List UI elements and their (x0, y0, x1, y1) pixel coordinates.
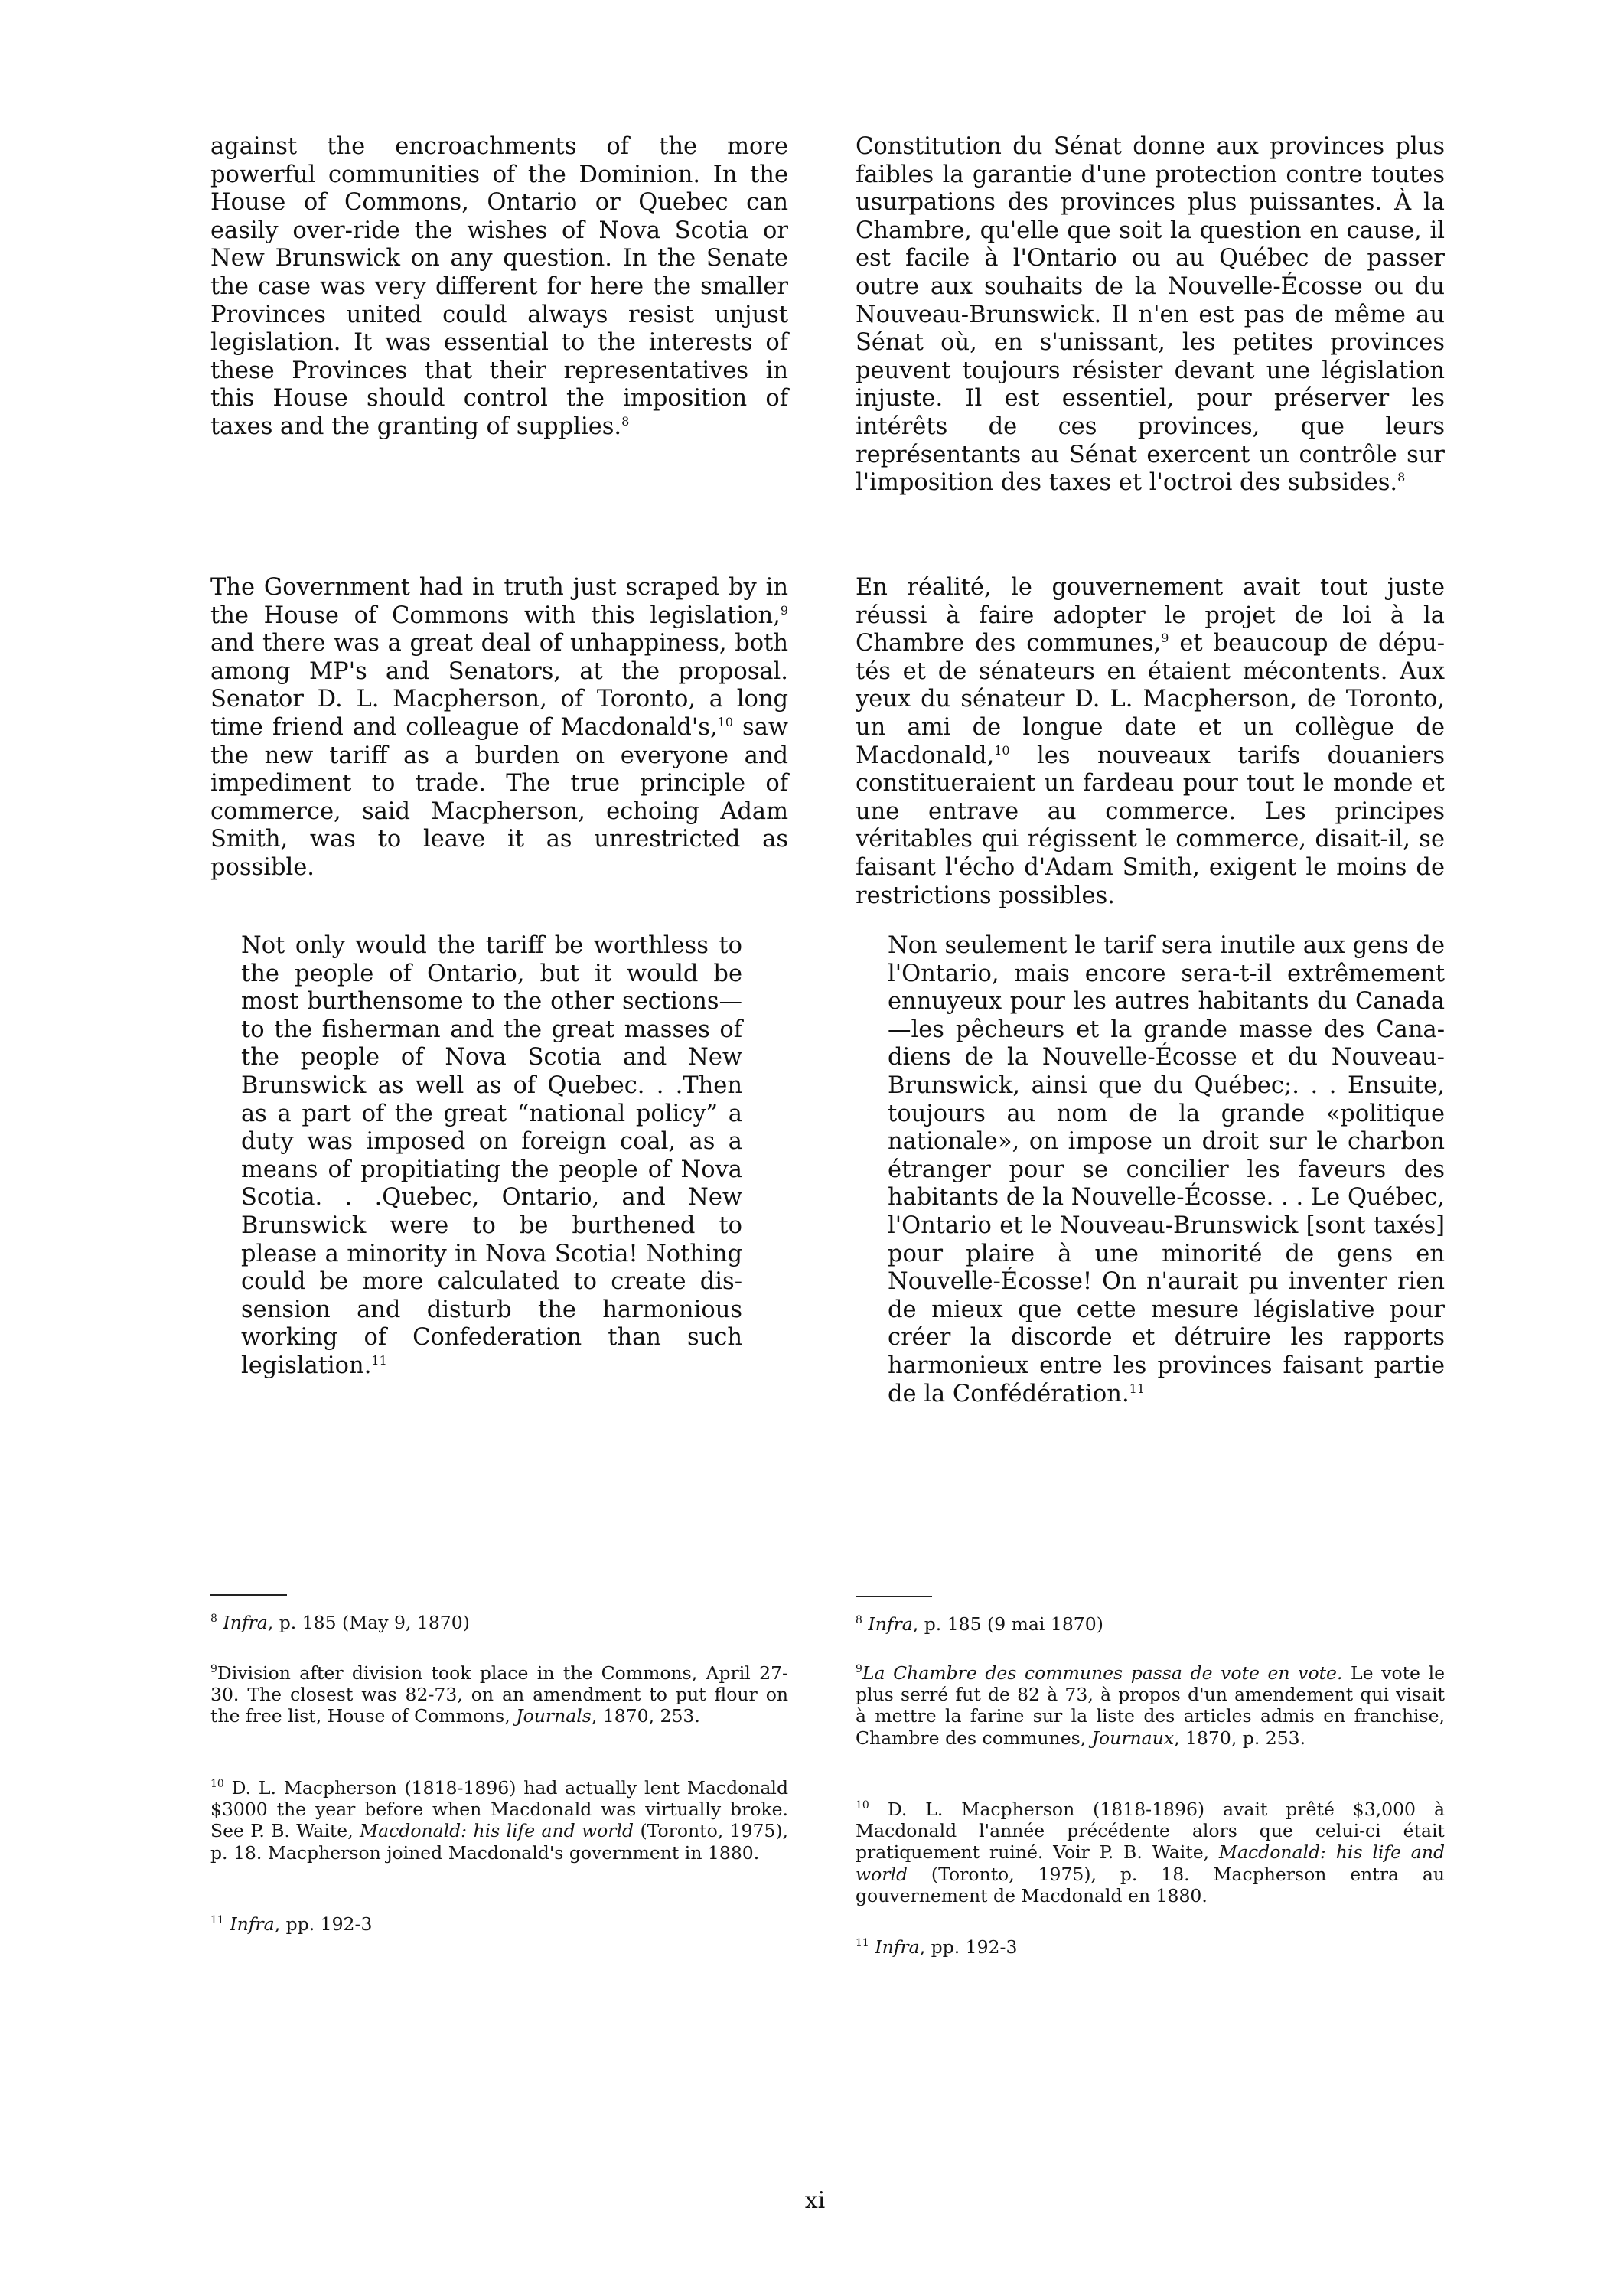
english-footnote-8: $^8$ Infra, p. 185 (May 9, 1870) (210, 1612, 470, 1633)
footnote-ref-10: 10 (717, 714, 734, 729)
footnote-ref-11-fr: 11 (1129, 1381, 1145, 1396)
english-paragraph-1: against the encroachments of the more powerful communities of the Dominion. In the House of Commons, Ontario or Quebec can easily over-ride the wishes of Nova Scotia or New Brunswick on any question. In the Senate the case was very different for here the smaller Provinces united could always resist unjust legislation. It was essential to the interests of these Provinces that their representatives in this House should control the imposition of taxes and the granting of supplies.$^8$ (210, 133, 788, 440)
english-footnote-10: $^{10}$ D. L. Macpherson (1818-1896) had actually lent Macdonald $3000 the year before when Macdonald was virtually broke. See P. B. Waite, Macdonald: his life and world (Toronto, 1975), p. 18. Macpherson joined Macdonald's government in 1880. (210, 1777, 788, 1864)
french-footnote-8: $^8$ Infra, p. 185 (9 mai 1870) (856, 1613, 1103, 1635)
english-footnote-9: $^9$Division after division took place in the Commons, April 27-30. The closest was 82-73, on an amendment to put flour on the free list, House of Commons, Journals, 1870, 253. (210, 1662, 788, 1727)
french-paragraph-1: Constitution du Sénat donne aux provinces plus faibles la garantie d'une protection contre toutes usurpations des provinces plus puissantes. À la Chambre, qu'elle que soit la question en cause, il est facile à l'Ontario ou au Québec de passer outre aux souhaits de la Nouvelle-Écosse ou du Nouveau-Brunswick. Il n'en est pas de même au Sénat où, en s'unissant, les petites provinces peuvent toujours résister devant une législation injuste. Il est essentiel, pour préserver les intérêts de ces provinces, que leurs représentants au Sénat exercent un contrôle sur l'imposition des taxes et l'octroi des subsides.$^8$ (856, 133, 1445, 497)
french-footnote-10: $^{10}$ D. L. Macpherson (1818-1896) avait prêté $3,000 à Macdonald l'année précédente alors que celui-ci était pratiquement ruiné. Voir P. B. Waite, Macdonald: his life and world (Toronto, 1975), p. 18. Macpherson entra au gouvernement de Macdonald en 1880. (856, 1799, 1445, 1906)
page-number: xi (804, 2187, 826, 2214)
english-footnote-11: $^{11}$ Infra, pp. 192-3 (210, 1913, 373, 1935)
english-footnote-rule (210, 1594, 287, 1596)
footnote-ref-8-fr: 8 (1397, 469, 1406, 484)
footnote-ref-11: 11 (371, 1352, 387, 1368)
french-footnote-11: $^{11}$ Infra, pp. 192-3 (856, 1936, 1018, 1958)
footnote-ref-9: 9 (780, 602, 788, 618)
footnote-ref-9-fr: 9 (1161, 631, 1169, 646)
footnote-ref-8: 8 (621, 413, 630, 429)
french-column (856, 0, 1445, 2296)
french-block-quote: Non seulement le tarif sera inutile aux gens de l'Ontario, mais encore sera-t-il extrêmement ennuyeux pour les autres habitants du Canada—les pêcheurs et la grande masse des Canadiens de la Nouvelle-Écosse et du Nouveau-Brunswick, ainsi que du Québec;. . . Ensuite, toujours au nom de la grande «politique nationale», on impose un droit sur le charbon étranger pour se concilier les faveurs des habitants de la Nouvelle-Écosse. . . Le Québec, l'Ontario et le Nouveau-Brunswick [sont taxés] pour plaire à une minorité de gens en Nouvelle-Écosse! On n'aurait pu inventer rien de mieux que cette mesure législative pour créer la discorde et détruire les rapports harmonieux entre les provinces faisant partie de la Confédération.$^{11}$ (888, 932, 1445, 1407)
french-footnote-rule (856, 1596, 932, 1597)
english-block-quote: Not only would the tariff be worthless to the people of Ontario, but it would be most burthensome to the other sections—to the fisherman and the great masses of the people of Nova Scotia and New Brunswick as well as of Quebec. . .Then as a part of the great “national policy” a duty was imposed on foreign coal, as a means of propitiating the people of Nova Scotia. . .Quebec, Ontario, and New Brunswick were to be burthened to please a minority in Nova Scotia! Nothing could be more calculated to create dissension and disturb the harmonious working of Confederation than such legislation.$^{11}$ (241, 932, 742, 1379)
french-footnote-9: $^9$La Chambre des communes passa de vote en vote. Le vote le plus serré fut de 82 à 73, à propos d'un amendement qui visait à mettre la farine sur la liste des articles admis en franchise, Chambre des communes, Journaux, 1870, p. 253. (856, 1662, 1445, 1749)
footnote-ref-10-fr: 10 (994, 742, 1010, 758)
english-column (210, 0, 788, 2296)
english-paragraph-2: The Government had in truth just scraped by in the House of Commons with this legislation,$^9$ and there was a great deal of unhappiness, both among MP's and Senators, at the proposal. Senator D. L. Macpherson, of Toronto, a long time friend and colleague of Macdonald's,$^{10}$ saw the new tariff as a burden on everyone and impediment to trade. The true principle of commerce, said Macpherson, echoing Adam Smith, was to leave it as unrestricted as possible. (210, 574, 788, 881)
french-paragraph-2: En réalité, le gouvernement avait tout juste réussi à faire adopter le projet de loi à la Chambre des communes,$^9$ et beaucoup de députés et de sénateurs en étaient mécontents. Aux yeux du sénateur D. L. Macpherson, de Toronto, un ami de longue date et un collègue de Macdonald,$^{10}$ les nouveaux tarifs douaniers constitueraient un fardeau pour tout le monde et une entrave au commerce. Les principes véritables qui régissent le commerce, disait-il, se faisant l'écho d'Adam Smith, exigent le moins de restrictions possibles. (856, 574, 1445, 909)
